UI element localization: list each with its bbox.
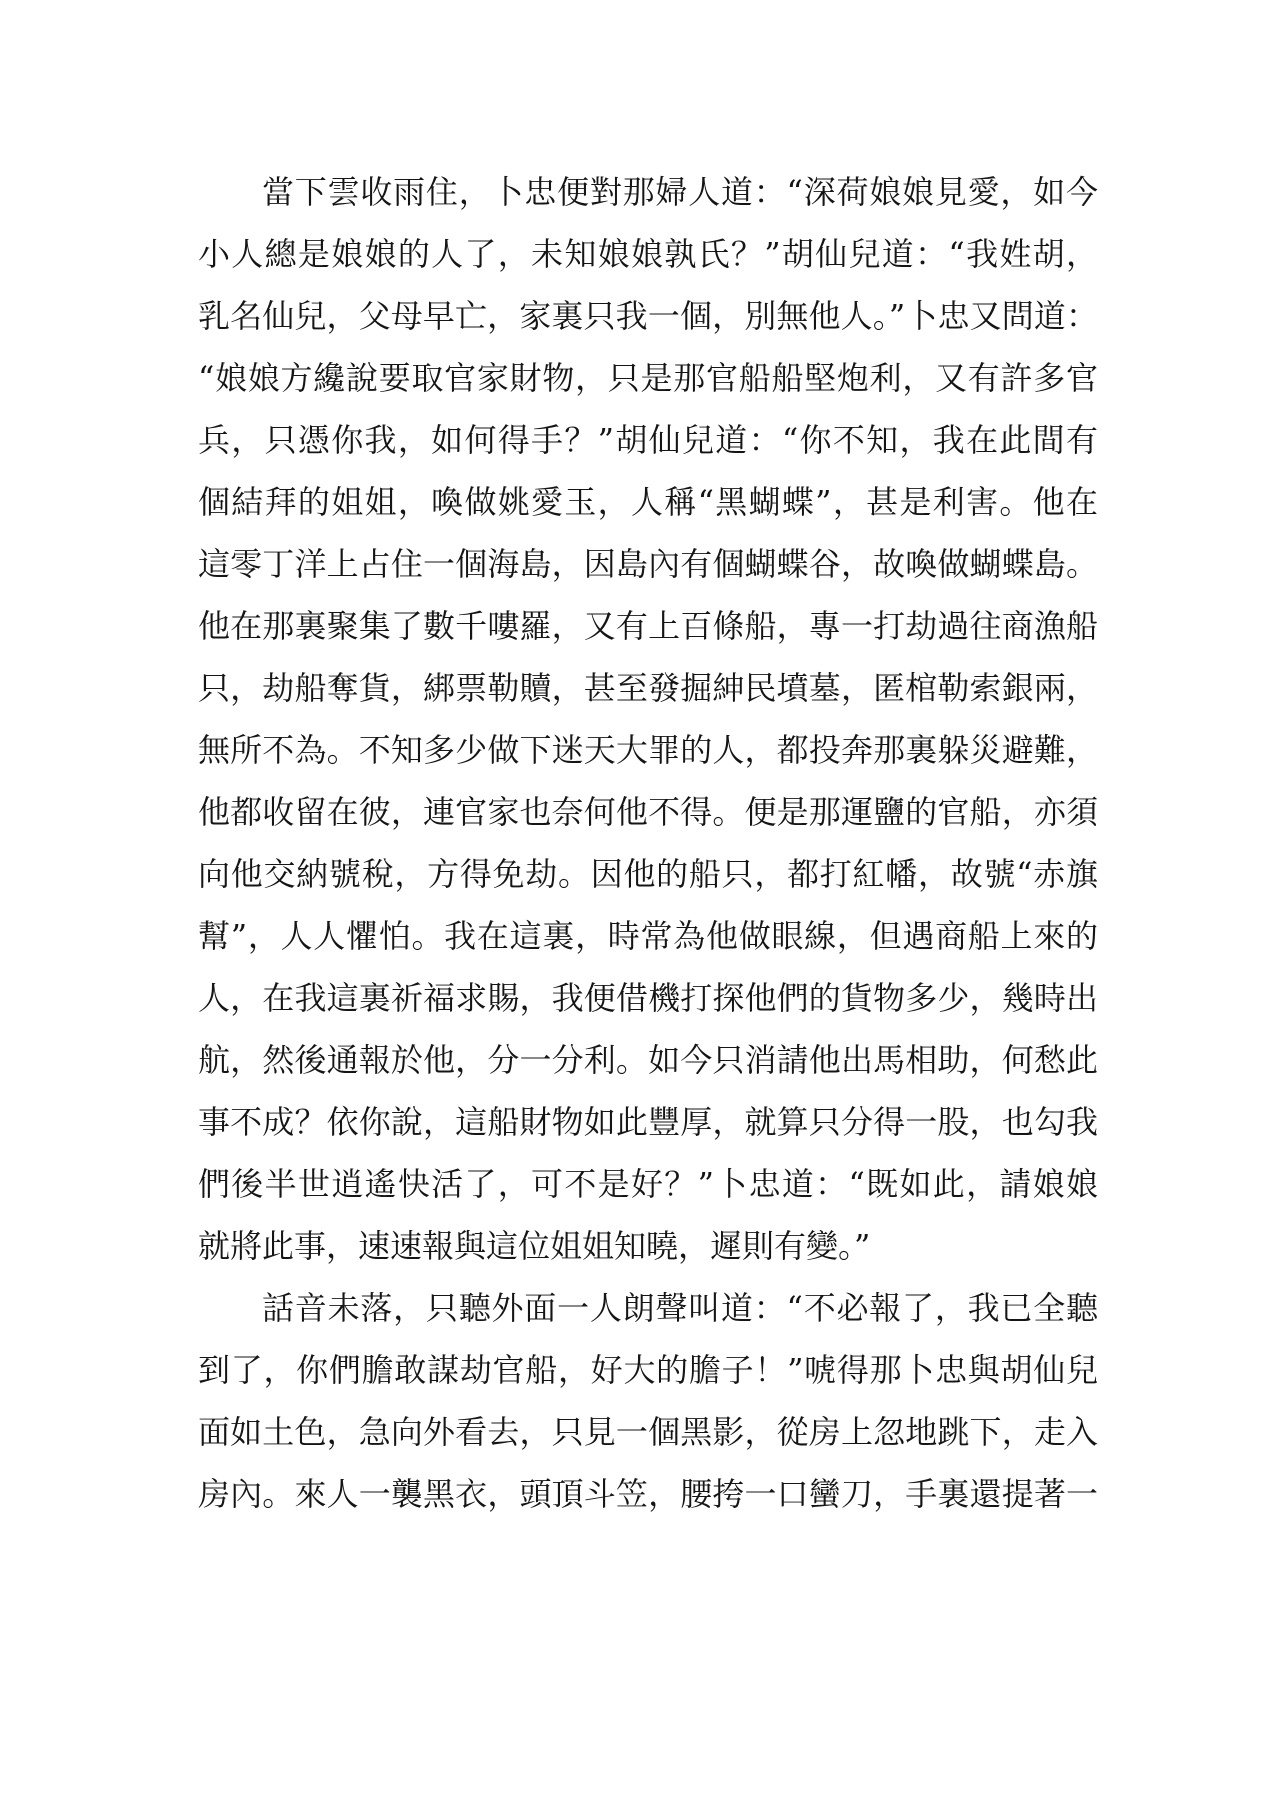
text-line: 向他交納號稅，方得免劫。因他的船只，都打紅幡，故號“赤旗 (198, 855, 1098, 893)
text-line: “娘娘方纔說要取官家財物，只是那官船船堅炮利，又有許多官 (198, 359, 1098, 397)
text-line: 就將此事，速速報與這位姐姐知曉，遲則有變。” (198, 1227, 871, 1265)
text-line: 小人總是娘娘的人了，未知娘娘孰氏？”胡仙兒道：“我姓胡， (198, 235, 1098, 273)
text-line: 到了，你們膽敢謀劫官船，好大的膽子！”唬得那卜忠與胡仙兒 (198, 1351, 1098, 1389)
text-line: 他都收留在彼，連官家也奈何他不得。便是那運鹽的官船，亦須 (198, 793, 1098, 831)
text-line: 房內。來人一襲黑衣，頭頂斗笠，腰挎一口蠻刀，手裏還提著一 (198, 1475, 1098, 1513)
text-line: 乳名仙兒，父母早亡，家裏只我一個，別無他人。”卜忠又問道： (198, 297, 1098, 335)
text-line: 這零丁洋上占住一個海島，因島內有個蝴蝶谷，故喚做蝴蝶島。 (198, 545, 1098, 583)
text-line: 們後半世逍遙快活了，可不是好？”卜忠道：“既如此，請娘娘 (198, 1165, 1098, 1203)
text-line: 兵，只憑你我，如何得手？”胡仙兒道：“你不知，我在此間有 (198, 421, 1098, 459)
text-line: 人，在我這裏祈福求賜，我便借機打探他們的貨物多少，幾時出 (198, 979, 1098, 1017)
text-line: 只，劫船奪貨，綁票勒贖，甚至發掘紳民墳墓，匿棺勒索銀兩， (198, 669, 1098, 707)
text-line: 幫”，人人懼怕。我在這裏，時常為他做眼線，但遇商船上來的 (198, 917, 1098, 955)
text-line: 當下雲收雨住，卜忠便對那婦人道：“深荷娘娘見愛，如今 (262, 173, 1098, 211)
text-line: 無所不為。不知多少做下迷天大罪的人，都投奔那裏躲災避難， (198, 731, 1098, 769)
text-line: 航，然後通報於他，分一分利。如今只消請他出馬相助，何愁此 (198, 1041, 1098, 1079)
text-line: 個結拜的姐姐，喚做姚愛玉，人稱“黑蝴蝶”，甚是利害。他在 (198, 483, 1098, 521)
text-line: 他在那裏聚集了數千嘍羅，又有上百條船，專一打劫過往商漁船 (198, 607, 1098, 645)
text-line: 事不成？依你說，這船財物如此豐厚，就算只分得一股，也勾我 (198, 1103, 1098, 1141)
text-line: 話音未落，只聽外面一人朗聲叫道：“不必報了，我已全聽 (262, 1289, 1098, 1327)
body-text (198, 161, 1098, 1525)
text-line: 面如土色，急向外看去，只見一個黑影，從房上忽地跳下，走入 (198, 1413, 1098, 1451)
